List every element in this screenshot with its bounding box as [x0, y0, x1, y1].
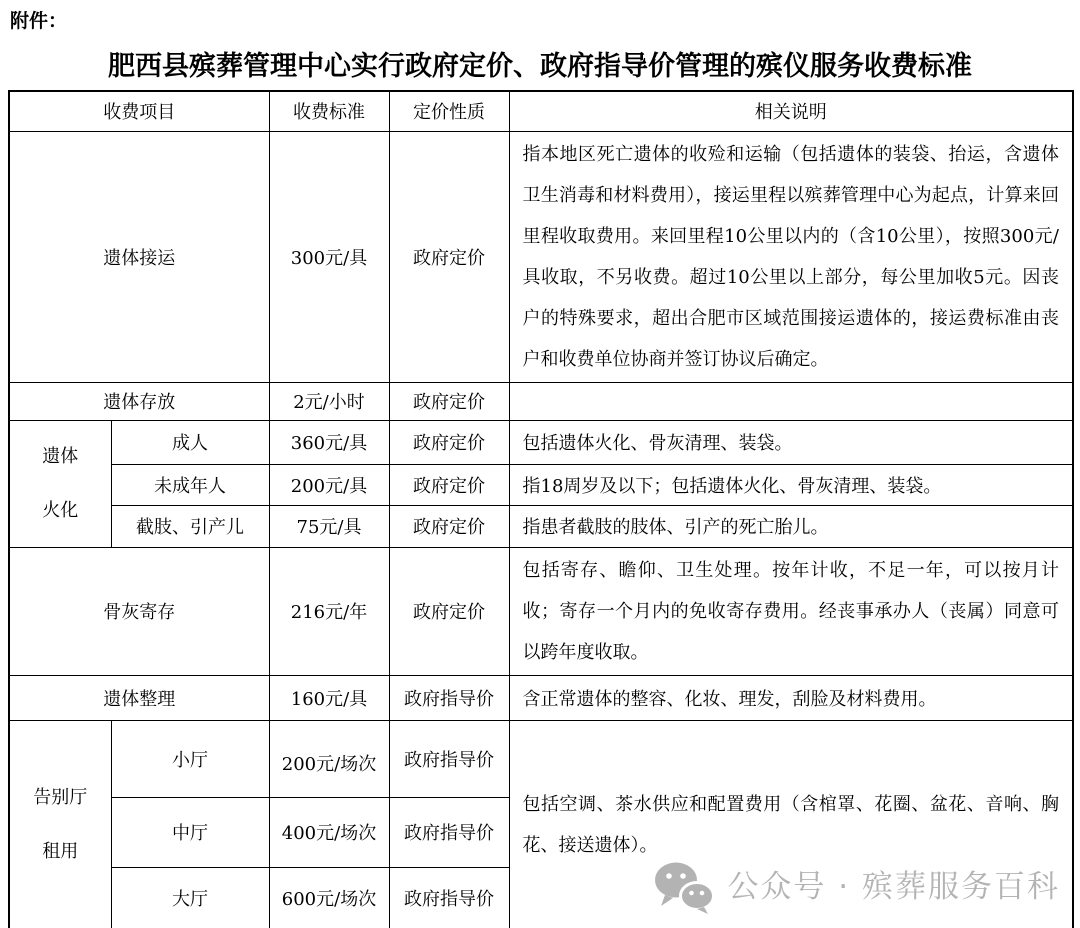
nature-cremation-adult: 政府定价	[389, 420, 509, 464]
item-hall-large: 大厅	[111, 867, 269, 928]
watermark-text: 公众号 · 殡葬服务百科	[727, 868, 1060, 905]
group-cell-cremation	[9, 420, 111, 547]
table-row-body-storage	[9, 382, 1073, 420]
price-hall-medium: 400元/场次	[269, 797, 389, 867]
header-price: 收费标准	[269, 91, 389, 131]
nature-cremation-minor: 政府定价	[389, 464, 509, 505]
group-label-cremation: 遗体火化	[42, 445, 79, 521]
table-row-hall-small	[9, 720, 1073, 797]
group-cell-hall-rental	[9, 720, 111, 928]
table-row-cremation-minor	[9, 464, 1073, 505]
header-note: 相关说明	[509, 91, 1073, 131]
price-cremation-minor: 200元/具	[269, 464, 389, 505]
price-ash-storage: 216元/年	[269, 547, 389, 675]
watermark	[653, 859, 1060, 915]
nature-body-preparation: 政府指导价	[389, 675, 509, 720]
note-hall-rental-text: 包括空调、茶水供应和配置费用（含棺罩、花圈、盆花、音响、胸花、接送遗体）。	[522, 793, 1059, 856]
price-hall-small: 200元/场次	[269, 720, 389, 797]
nature-hall-medium: 政府指导价	[389, 797, 509, 867]
note-ash-storage: 包括寄存、瞻仰、卫生处理。按年计收，不足一年，可以按月计收；寄存一个月内的免收寄存费用。经丧事承办人（丧属）同意可以跨年度收取。	[509, 547, 1073, 675]
price-body-transport: 300元/具	[269, 131, 389, 382]
item-cremation-minor: 未成年人	[111, 464, 269, 505]
note-body-preparation: 含正常遗体的整容、化妆、理发，刮脸及材料费用。	[509, 675, 1073, 720]
table-header-row	[9, 91, 1073, 131]
item-body-transport: 遗体接运	[9, 131, 269, 382]
note-cremation-minor: 指18周岁及以下；包括遗体火化、骨灰清理、装袋。	[509, 464, 1073, 505]
item-body-preparation: 遗体整理	[9, 675, 269, 720]
item-cremation-adult: 成人	[111, 420, 269, 464]
nature-body-transport: 政府定价	[389, 131, 509, 382]
nature-ash-storage: 政府定价	[389, 547, 509, 675]
nature-hall-small: 政府指导价	[389, 720, 509, 797]
table-row-ash-storage	[9, 547, 1073, 675]
table-row-body-transport	[9, 131, 1073, 382]
note-cremation-limb: 指患者截肢的肢体、引产的死亡胎儿。	[509, 505, 1073, 547]
price-cremation-limb: 75元/具	[269, 505, 389, 547]
price-cremation-adult: 360元/具	[269, 420, 389, 464]
table-row-cremation-limb	[9, 505, 1073, 547]
table-row-cremation-adult	[9, 420, 1073, 464]
item-body-storage: 遗体存放	[9, 382, 269, 420]
price-body-preparation: 160元/具	[269, 675, 389, 720]
note-body-transport: 指本地区死亡遗体的收殓和运输（包括遗体的装袋、抬运，含遗体卫生消毒和材料费用），接运里程以殡葬管理中心为起点，计算来回里程收取费用。来回里程10公里以内的（含10公里），按照300元/具收取，不另收费。超过10公里以上部分，每公里加收5元。因丧户的特殊要求，超出合肥市区域范围接运遗体的，接运费标准由丧户和收费单位协商并签订协议后确定。	[509, 131, 1073, 382]
fee-table	[8, 90, 1074, 928]
item-ash-storage: 骨灰寄存	[9, 547, 269, 675]
wechat-icon	[653, 859, 715, 915]
table-row-body-preparation	[9, 675, 1073, 720]
item-hall-small: 小厅	[111, 720, 269, 797]
header-nature: 定价性质	[389, 91, 509, 131]
item-hall-medium: 中厅	[111, 797, 269, 867]
header-item: 收费项目	[9, 91, 269, 131]
note-cremation-adult: 包括遗体火化、骨灰清理、装袋。	[509, 420, 1073, 464]
note-hall-rental	[509, 720, 1073, 928]
attachment-label: 附件：	[10, 10, 68, 32]
page-title: 肥西县殡葬管理中心实行政府定价、政府指导价管理的殡仪服务收费标准	[108, 51, 972, 82]
price-hall-large: 600元/场次	[269, 867, 389, 928]
nature-cremation-limb: 政府定价	[389, 505, 509, 547]
group-label-hall-rental: 告别厅租用	[33, 786, 88, 862]
nature-hall-large: 政府指导价	[389, 867, 509, 928]
item-cremation-limb: 截肢、引产儿	[111, 505, 269, 547]
note-body-storage	[509, 382, 1073, 420]
nature-body-storage: 政府定价	[389, 382, 509, 420]
price-body-storage: 2元/小时	[269, 382, 389, 420]
